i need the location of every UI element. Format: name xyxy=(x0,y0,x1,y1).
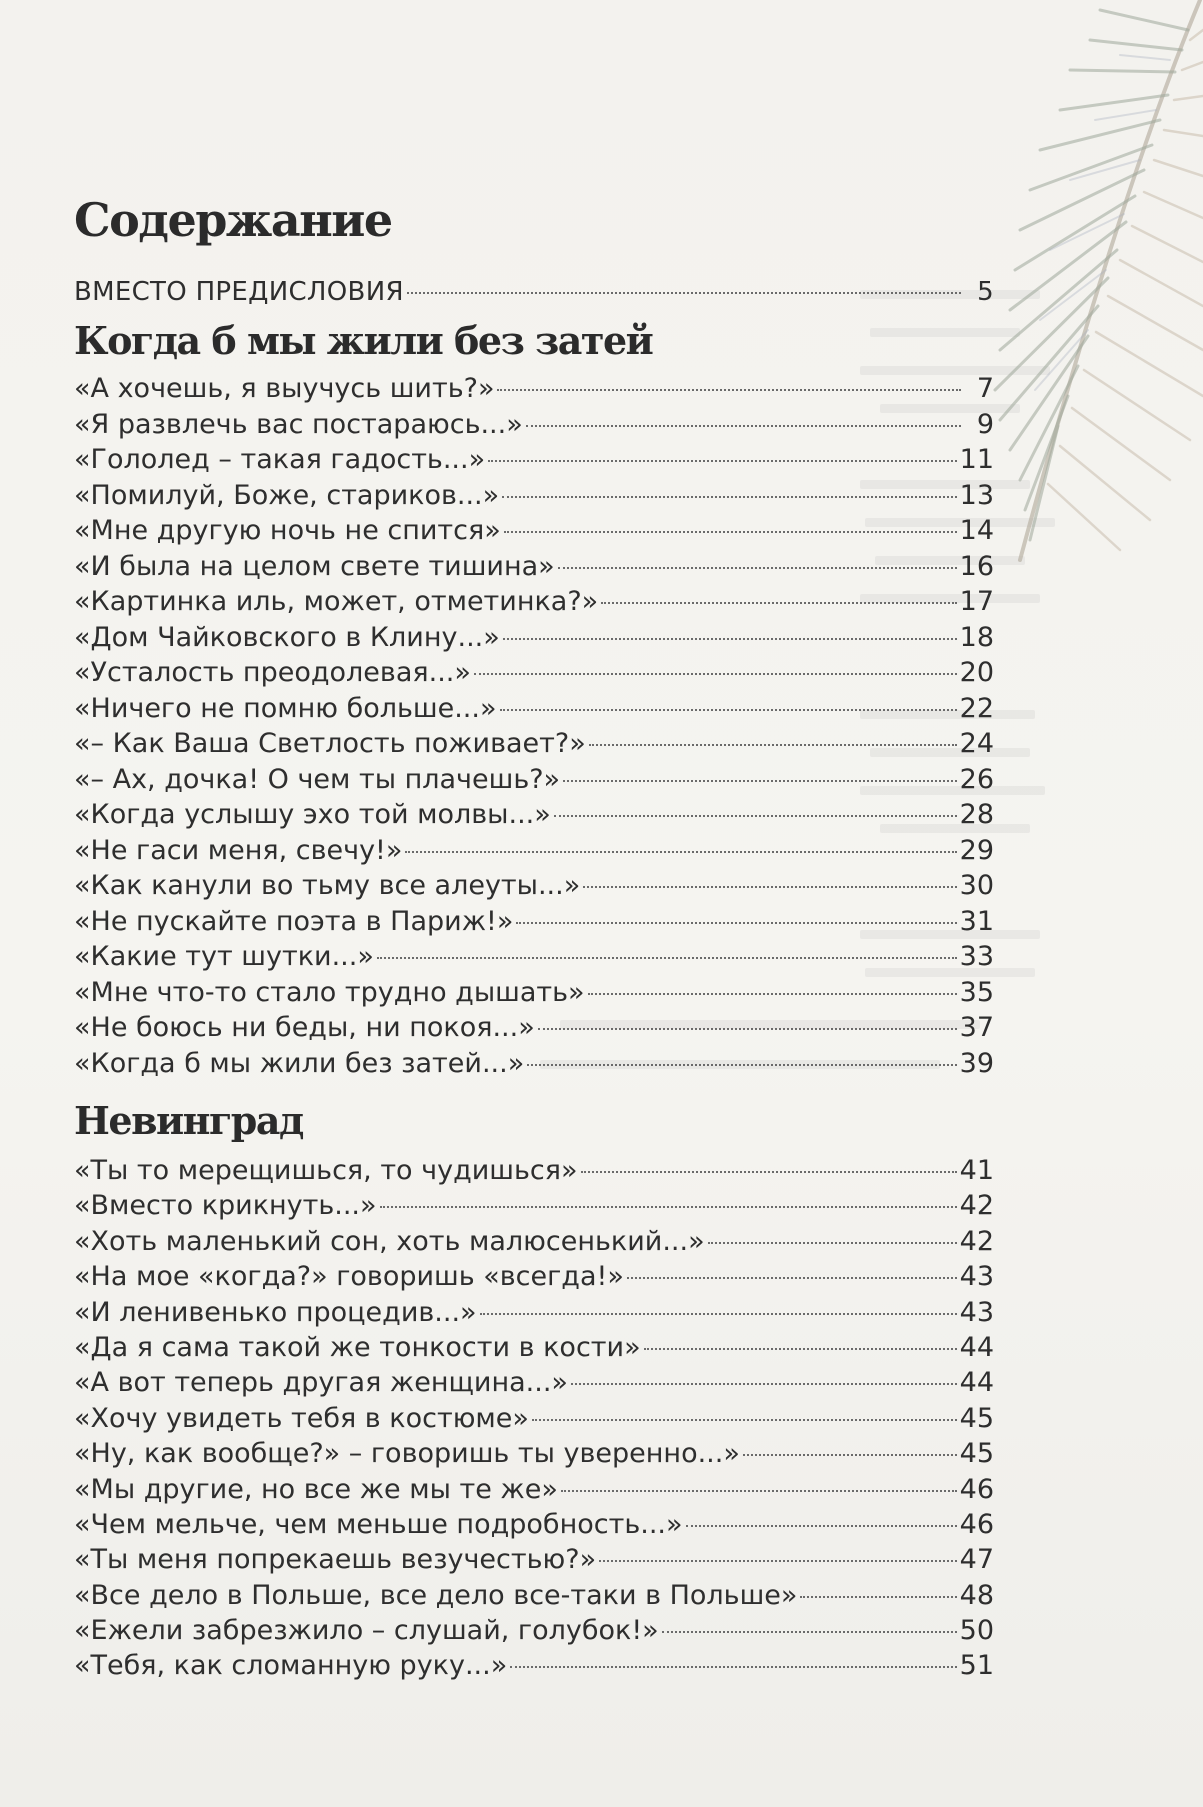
toc-entry xyxy=(74,1542,994,1577)
toc-entry xyxy=(74,868,994,904)
entry-title: «И ленивенько процедив...» xyxy=(74,1296,477,1328)
toc-entry xyxy=(74,762,994,798)
dot-leader xyxy=(563,780,957,782)
dot-leader xyxy=(627,1277,957,1279)
entry-title: «Гололед – такая гадость...» xyxy=(74,444,486,475)
dot-leader xyxy=(581,1171,957,1173)
section-title: Когда б мы жили без затей xyxy=(74,318,653,363)
toc-entry xyxy=(74,1613,994,1648)
entry-page: 37 xyxy=(959,1012,994,1043)
entry-title: «Мы другие, но все же мы те же» xyxy=(74,1473,558,1505)
dot-leader xyxy=(644,1348,957,1350)
toc-entry xyxy=(74,726,994,762)
dot-leader xyxy=(377,957,957,959)
entry-title: «Когда услышу эхо той молвы...» xyxy=(74,799,551,830)
dot-leader xyxy=(662,1631,957,1633)
entry-page: 42 xyxy=(959,1190,994,1222)
dot-leader xyxy=(500,709,957,711)
toc-entry xyxy=(74,691,994,727)
entry-title: «Какие тут шутки...» xyxy=(74,941,374,972)
dot-leader xyxy=(532,1419,957,1421)
entry-title: «Мне другую ночь не спится» xyxy=(74,515,501,546)
entry-page: 20 xyxy=(959,657,994,688)
entry-page: 48 xyxy=(959,1579,994,1611)
toc-entry xyxy=(74,833,994,869)
toc-entry xyxy=(74,371,994,407)
toc-entry xyxy=(74,1046,994,1082)
entry-page: 46 xyxy=(959,1508,994,1540)
entry-page: 47 xyxy=(959,1544,994,1576)
dot-leader xyxy=(743,1454,957,1456)
toc-entry xyxy=(74,904,994,940)
entry-title: «Не боюсь ни беды, ни покоя...» xyxy=(74,1012,535,1043)
entry-page: 13 xyxy=(959,479,994,511)
dot-leader xyxy=(527,1064,956,1066)
entry-title: «Мне что-то стало трудно дышать» xyxy=(74,976,585,1008)
toc-entry xyxy=(74,1436,994,1471)
entry-page: 7 xyxy=(976,373,994,404)
dot-leader xyxy=(480,1313,957,1315)
toc-entry xyxy=(74,620,994,656)
toc-entry xyxy=(74,1153,994,1188)
dot-leader xyxy=(407,292,961,294)
entry-page: 26 xyxy=(959,763,994,795)
toc-entry xyxy=(74,513,994,549)
entry-title: «Ты меня попрекаешь везучестью?» xyxy=(74,1544,597,1576)
entry-page: 45 xyxy=(959,1402,994,1434)
dot-leader xyxy=(405,851,956,853)
entry-page: 16 xyxy=(959,550,994,582)
entry-page: 39 xyxy=(959,1047,994,1079)
entry-title: «Как канули во тьму все алеуты...» xyxy=(74,870,581,901)
entry-title: «Когда б мы жили без затей...» xyxy=(74,1047,525,1079)
section-title: Невинград xyxy=(74,1098,303,1143)
entry-title: «Ежели забрезжило – слушай, голубок!» xyxy=(74,1615,659,1647)
toc-entry xyxy=(74,1472,994,1507)
entry-title: «– Как Ваша Светлость поживает?» xyxy=(74,728,586,759)
dot-leader xyxy=(497,389,961,391)
entry-page: 44 xyxy=(959,1331,994,1363)
entry-page: 29 xyxy=(959,834,994,866)
dot-leader xyxy=(474,673,957,675)
entry-title: «Усталость преодолевая...» xyxy=(74,657,471,688)
toc-entry xyxy=(74,1648,994,1683)
toc-entry xyxy=(74,1401,994,1436)
toc-entry xyxy=(74,1295,994,1330)
entry-title: «Картинка иль, может, отметинка?» xyxy=(74,586,599,617)
entry-title: «Вместо крикнуть...» xyxy=(74,1190,377,1222)
entry-title: ВМЕСТО ПРЕДИСЛОВИЯ xyxy=(74,277,404,307)
toc-entry-preface xyxy=(74,273,994,311)
entry-title: «Хочу увидеть тебя в костюме» xyxy=(74,1402,529,1434)
toc-entry xyxy=(74,478,994,514)
entry-title: «Помилуй, Боже, стариков...» xyxy=(74,479,500,511)
dot-leader xyxy=(558,567,957,569)
entry-title: «Да я сама такой же тонкости в кости» xyxy=(74,1331,641,1363)
entry-title: «Не гаси меня, свечу!» xyxy=(74,834,403,866)
section-entries xyxy=(74,371,994,1081)
entry-title: «– Ах, дочка! О чем ты плачешь?» xyxy=(74,763,561,795)
toc-entry xyxy=(74,939,994,975)
dot-leader xyxy=(599,1560,957,1562)
entry-page: 18 xyxy=(959,621,994,653)
page-title: Содержание xyxy=(74,193,392,247)
entry-title: «Не пускайте поэта в Париж!» xyxy=(74,905,514,937)
toc-entry xyxy=(74,407,994,443)
toc-entry xyxy=(74,1188,994,1223)
dot-leader xyxy=(554,815,957,817)
entry-title: «Тебя, как сломанную руку...» xyxy=(74,1650,508,1682)
dot-leader xyxy=(708,1242,957,1244)
entry-page: 17 xyxy=(959,586,994,617)
entry-title: «Ничего не помню больше...» xyxy=(74,692,497,724)
dot-leader xyxy=(538,1028,957,1030)
entry-page: 51 xyxy=(959,1650,994,1682)
dot-leader xyxy=(504,531,957,533)
toc-entry xyxy=(74,975,994,1011)
dot-leader xyxy=(488,460,957,462)
toc-entry xyxy=(74,1259,994,1294)
dot-leader xyxy=(502,496,956,498)
dot-leader xyxy=(571,1383,957,1385)
dot-leader xyxy=(510,1666,956,1668)
dot-leader xyxy=(588,993,957,995)
entry-title: «Ну, как вообще?» – говоришь ты уверенно...» xyxy=(74,1438,740,1470)
entry-page: 14 xyxy=(959,515,994,546)
section-entries xyxy=(74,1153,994,1684)
entry-page: 5 xyxy=(977,277,994,307)
entry-page: 35 xyxy=(959,976,994,1008)
toc-entry xyxy=(74,442,994,478)
entry-title: «Все дело в Польше, все дело все-таки в Польше» xyxy=(74,1579,798,1611)
toc-entry xyxy=(74,1224,994,1259)
entry-title: «Хоть маленький сон, хоть малюсенький...» xyxy=(74,1225,705,1257)
dot-leader xyxy=(601,602,956,604)
entry-page: 31 xyxy=(959,905,994,937)
entry-page: 11 xyxy=(959,444,994,475)
toc-entry xyxy=(74,1010,994,1046)
dot-leader xyxy=(503,638,957,640)
toc-entry xyxy=(74,584,994,620)
toc-entry xyxy=(74,1578,994,1613)
entry-title: «А вот теперь другая женщина...» xyxy=(74,1367,568,1399)
table-of-contents xyxy=(74,195,994,1684)
entry-page: 50 xyxy=(959,1615,994,1647)
toc-entry xyxy=(74,549,994,585)
dot-leader xyxy=(516,922,956,924)
toc-entry xyxy=(74,1365,994,1400)
entry-page: 30 xyxy=(959,870,994,901)
entry-title: «Ты то мерещишься, то чудишься» xyxy=(74,1155,578,1186)
dot-leader xyxy=(686,1525,957,1527)
entry-title: «И была на целом свете тишина» xyxy=(74,550,555,582)
entry-page: 9 xyxy=(976,408,994,440)
entry-page: 44 xyxy=(959,1367,994,1399)
entry-title: «А хочешь, я выучусь шить?» xyxy=(74,373,495,404)
entry-page: 42 xyxy=(959,1225,994,1257)
toc-entry xyxy=(74,1330,994,1365)
dot-leader xyxy=(583,886,956,888)
entry-page: 43 xyxy=(959,1296,994,1328)
entry-page: 24 xyxy=(959,728,994,759)
dot-leader xyxy=(380,1206,957,1208)
entry-page: 45 xyxy=(959,1438,994,1470)
dot-leader xyxy=(561,1490,957,1492)
entry-page: 28 xyxy=(959,799,994,830)
toc-entry xyxy=(74,797,994,833)
entry-title: «Чем мельче, чем меньше подробность...» xyxy=(74,1508,683,1540)
entry-title: «Дом Чайковского в Клину...» xyxy=(74,621,500,653)
entry-title: «На мое «когда?» говоришь «всегда!» xyxy=(74,1261,624,1293)
dot-leader xyxy=(589,744,957,746)
entry-page: 41 xyxy=(959,1155,994,1186)
toc-entry xyxy=(74,1507,994,1542)
entry-page: 43 xyxy=(959,1261,994,1293)
entry-page: 22 xyxy=(959,692,994,724)
entry-page: 33 xyxy=(959,941,994,972)
toc-entry xyxy=(74,655,994,691)
dot-leader xyxy=(800,1596,956,1598)
entry-title: «Я развлечь вас постараюсь...» xyxy=(74,408,523,440)
entry-page: 46 xyxy=(959,1473,994,1505)
dot-leader xyxy=(526,425,961,427)
